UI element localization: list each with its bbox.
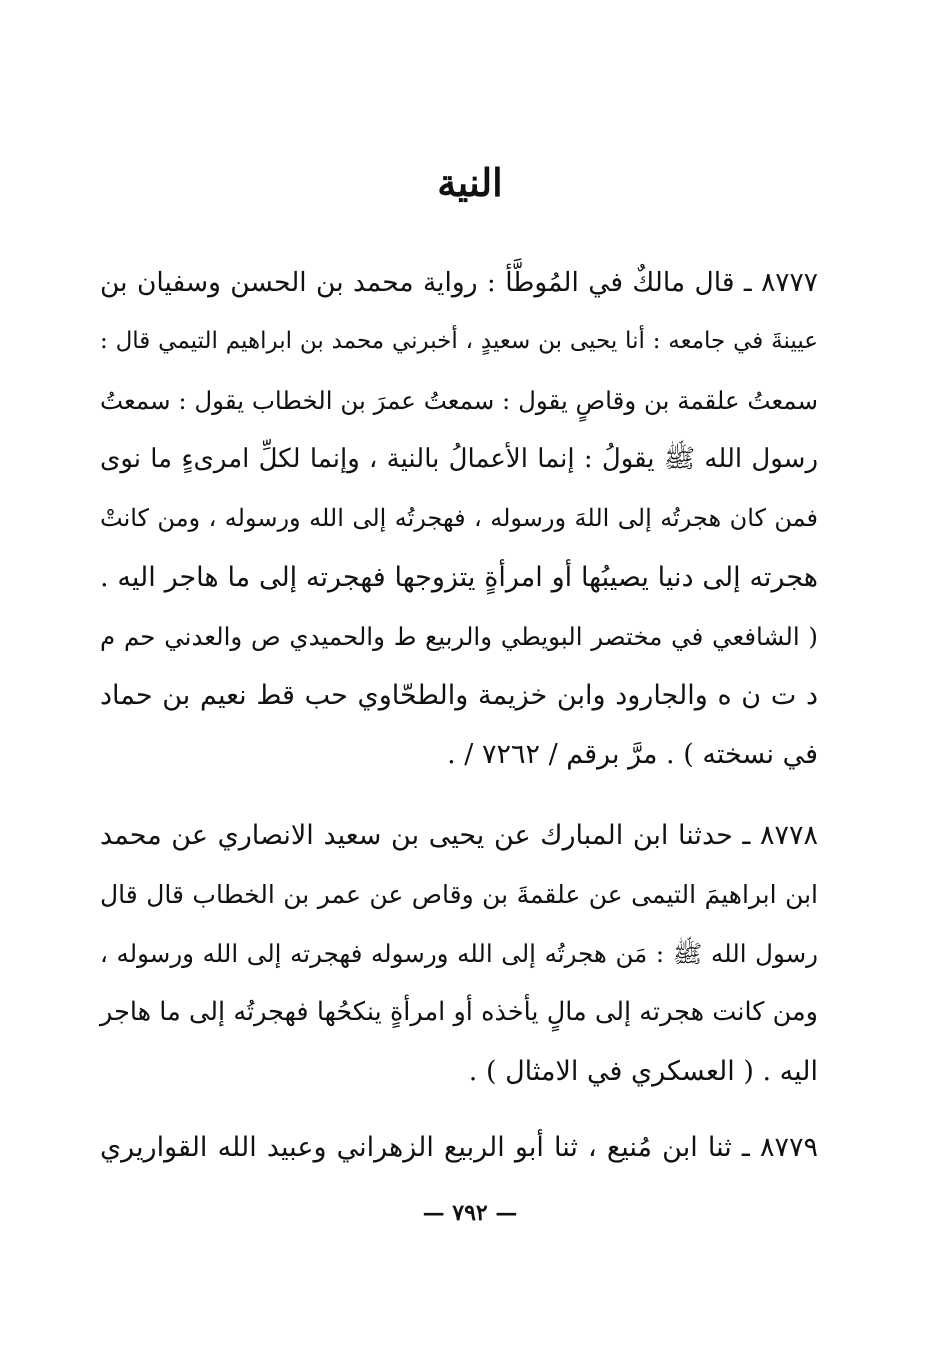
section-heading: النية xyxy=(437,160,503,205)
text-line: اليه . ( العسكري في الامثال ) . xyxy=(468,1056,818,1087)
text-line: ومن كانت هجرته إلى مالٍ يأخذه أو امرأةٍ ينكحُها فهجرتُه إلى ما هاجر xyxy=(100,997,818,1027)
text-line: فمن كان هجرتُه إلى اللهَ ورسوله ، فهجرتُه إلى الله ورسوله ، ومن كانتْ xyxy=(100,504,818,532)
text-line: رسول الله ﷺ يقولُ : إنما الأعمالُ بالنية ، وإنما لكلِّ امرىءٍ ما نوى xyxy=(100,444,818,474)
text-line: ( الشافعي في مختصر البويطي والربيع ط والحميدي ص والعدني حم م xyxy=(100,622,818,651)
text-line: ابن ابراهيمَ التيمى عن علقمةَ بن وقاص عن عمر بن الخطاب قال قال xyxy=(100,880,818,909)
text-line: في نسخته ) . مرَّ برقم / ٧٢٦٢ / . xyxy=(447,739,818,770)
hadith-8779 xyxy=(100,1118,818,1177)
text-line: سمعتُ علقمة بن وقاصٍ يقول : سمعتُ عمرَ بن الخطاب يقول : سمعتُ xyxy=(99,386,818,415)
text-line: ٨٧٧٨ ـ حدثنا ابن المبارك عن يحيى بن سعيد الانصاري عن محمد xyxy=(100,820,818,851)
text-line: ٨٧٧٩ ـ ثنا ابن مُنيع ، ثنا أبو الربيع الزهراني وعبيد الله القواريري xyxy=(100,1132,818,1163)
text-line: ٨٧٧٧ ـ قال مالكٌ في المُوطَّأ : رواية محمد بن الحسن وسفيان بن xyxy=(100,267,818,298)
text-line: هجرته إلى دنيا يصيبُها أو امرأةٍ يتزوجها فهجرته إلى ما هاجر اليه . xyxy=(100,562,818,593)
text-line: د ت ن ه والجارود وابن خزيمة والطحّاوي حب قط نعيم بن حماد xyxy=(100,680,818,711)
hadith-8778 xyxy=(100,806,818,1101)
text-line: رسول الله ﷺ : مَن هجرتُه إلى الله ورسوله فهجرته إلى الله ورسوله ، xyxy=(100,939,818,968)
page-number: — ٧٩٢ — xyxy=(422,1200,518,1226)
text-line: عيينةَ في جامعه : أنا يحيى بن سعيدٍ ، أخبرني محمد بن ابراهيم التيمي قال : xyxy=(100,328,818,354)
hadith-8777 xyxy=(100,253,818,784)
